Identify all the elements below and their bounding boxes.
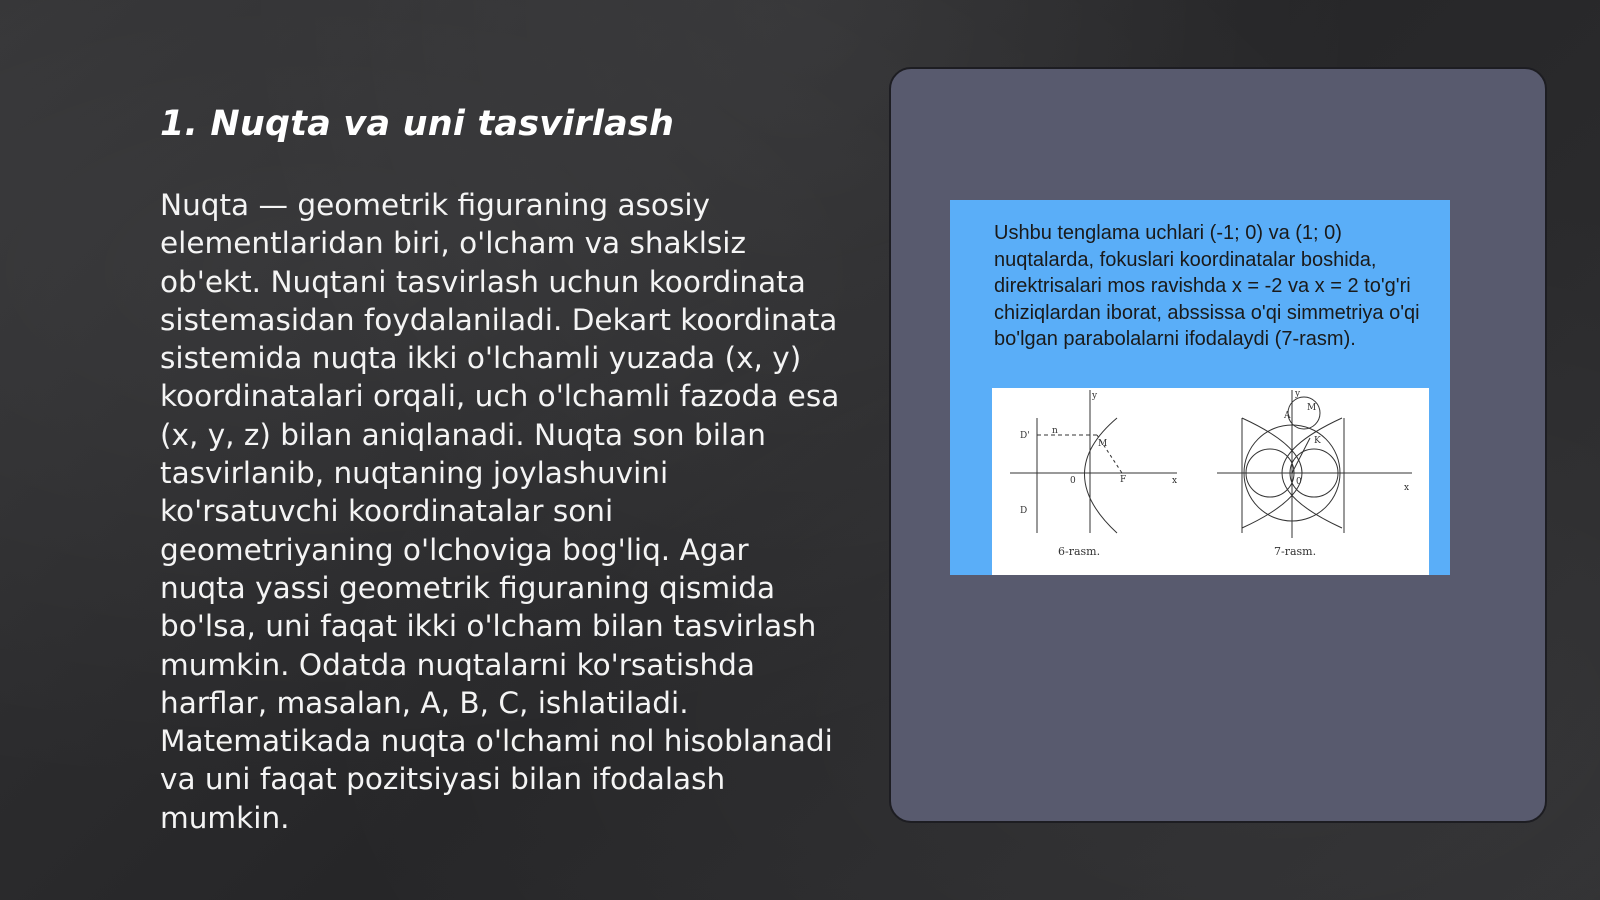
parabola-diagrams-svg xyxy=(992,388,1429,575)
slide-body-text: Nuqta — geometrik figuraning asosiy elementlaridan biri, o'lcham va shaklsiz ob'ekt. Nuqtani tasvirlash uchun koordinata sistemasidan foydalaniladi. Dekart koordinata sistemida nuqta ikki o'lchamli yuzada (x, y) koordinatalari orqali, uch o'lchamli fazoda esa (x, y, z) bilan aniqlanadi. Nuqta son bilan tasvirlanib, nuqtaning joylashuvini ko'rsatuvchi koordinatalar soni geometriyaning o'lchoviga bog'liq. Agar nuqta yassi geometrik figuraning qismida bo'lsa, uni faqat ikki o'lcham bilan tasvirlash mumkin. Odatda nuqtalarni ko'rsatishda harflar, masalan, A, B, C, ishlatiladi. Matematikada nuqta o'lchami nol hisoblanadi va uni faqat pozitsiyasi bilan ifodalash mumkin. xyxy=(160,188,840,835)
left-d-label: D xyxy=(1020,506,1028,516)
left-m-label: M xyxy=(1098,439,1108,449)
figure-diagrams xyxy=(992,388,1429,575)
figure-image xyxy=(950,200,1450,575)
right-x-label: x xyxy=(1404,483,1410,493)
right-diagram-caption: 7-rasm. xyxy=(1274,545,1317,558)
left-origin-label: 0 xyxy=(1070,476,1076,486)
left-f-label: F xyxy=(1120,475,1127,485)
figure-caption: Ushbu tenglama uchlari (-1; 0) va (1; 0) nuqtalarda, fokuslari koordinatalar boshida, direktrisalari mos ravishda x = -2 va x = 2 to'g'ri chiziqlardan iborat, abssissa o'qi simmetriya o'qi bo'lgan parabolalarni ifodalaydi (7-rasm). xyxy=(994,222,1420,350)
right-y-label: y xyxy=(1295,389,1301,399)
left-d-prime-label: D' xyxy=(1020,431,1030,441)
right-m-label: M xyxy=(1307,403,1317,413)
right-top-circle xyxy=(1288,397,1320,429)
right-origin-label: 0 xyxy=(1296,477,1302,487)
slide-title: 1. Nuqta va uni tasvirlash xyxy=(160,104,675,144)
left-diagram-caption: 6-rasm. xyxy=(1058,545,1101,558)
left-n-label: n xyxy=(1052,426,1058,436)
right-a-label: A xyxy=(1284,411,1291,421)
left-x-label: x xyxy=(1172,476,1178,486)
left-y-label: y xyxy=(1092,391,1098,401)
right-k-label: K xyxy=(1314,436,1321,446)
diagram-6 xyxy=(1010,390,1177,533)
